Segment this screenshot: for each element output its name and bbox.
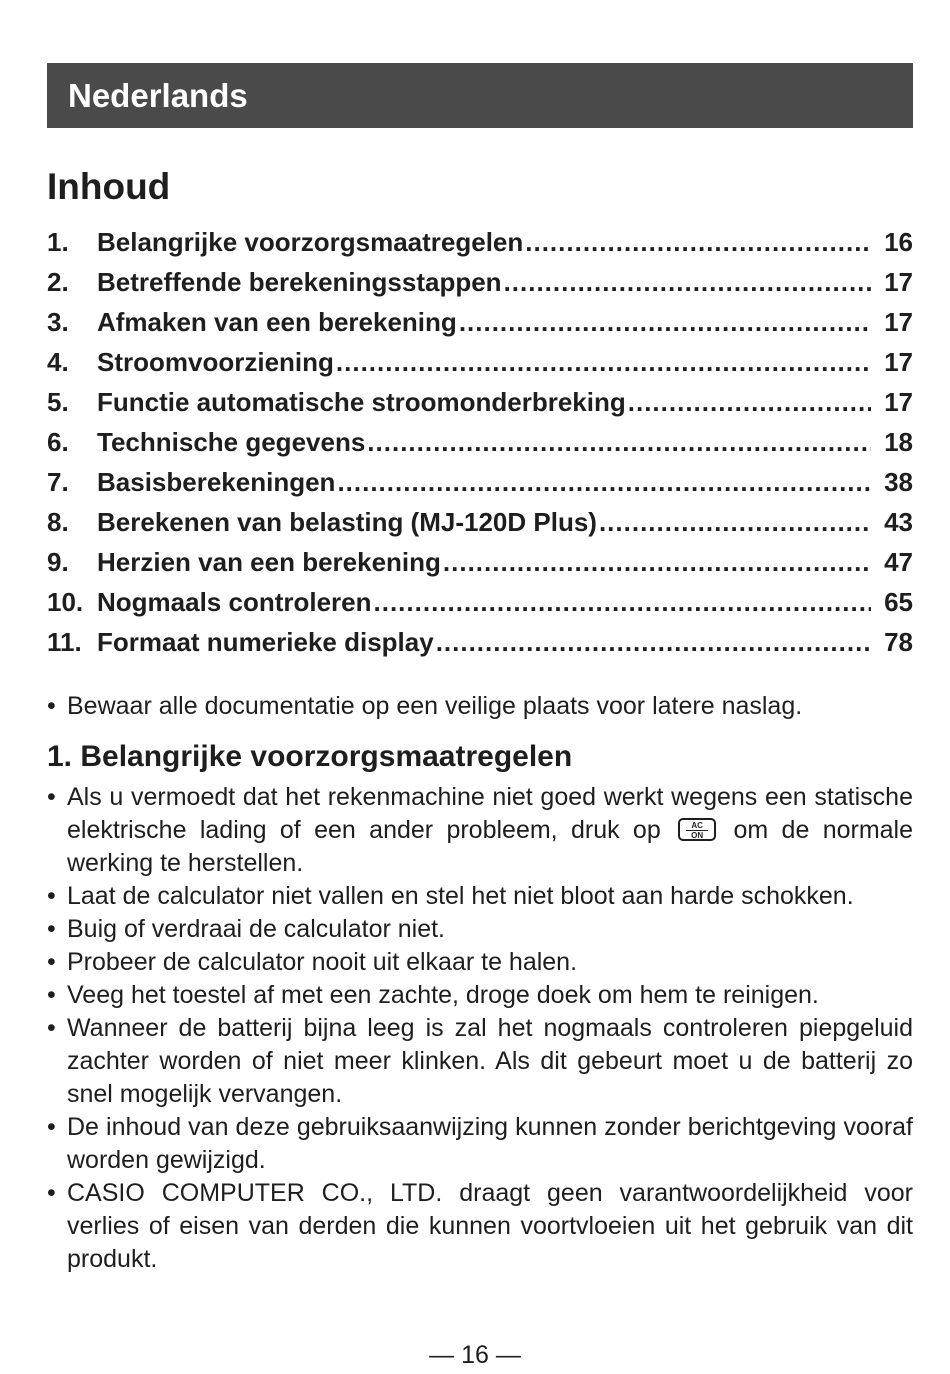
toc-number: 10.: [47, 587, 84, 617]
bullet-dot: •: [47, 948, 56, 976]
toc-leader-dots: [337, 462, 871, 502]
toc-leader-dots: [367, 422, 871, 462]
toc-page-number: 17: [884, 307, 913, 337]
toc-leader-dots: [443, 542, 871, 582]
toc-number: 6.: [47, 427, 69, 457]
toc-row: [47, 502, 913, 542]
toc-title: Inhoud: [47, 166, 171, 207]
toc-page-number: 38: [884, 467, 913, 497]
list-item-text: De inhoud van deze gebruiksaanwijzing kunnen zonder berichtgeving vooraf worden gewijzigd.: [67, 1113, 913, 1174]
key-label-top: AC: [691, 820, 703, 830]
list-item: [47, 1177, 913, 1276]
toc-leader-dots: [628, 382, 871, 422]
bullet-dot: •: [47, 783, 56, 811]
toc-page-number: 18: [884, 427, 913, 457]
toc-leader-dots: [436, 622, 871, 662]
toc-row: [47, 382, 913, 422]
key-label-bottom: ON: [686, 830, 708, 840]
toc-number: 11.: [47, 627, 82, 657]
list-item-text: Wanneer de batterij bijna leeg is zal het nogmaals controleren piepgeluid zachter worden of niet meer klinken. Als dit gebeurt moet u de batterij zo snel mogelijk vervangen.: [67, 1014, 913, 1108]
toc-page-number: 47: [884, 547, 913, 577]
toc-leader-dots: [525, 222, 871, 262]
toc-leader-dots: [459, 302, 871, 342]
bullet-dot: •: [47, 1179, 56, 1207]
precautions-list: [47, 781, 913, 1276]
list-item-text: Als u vermoedt dat het rekenmachine niet goed werkt wegens een statische elektrische lading of een ander probleem, druk op: [67, 783, 913, 844]
list-item: [47, 781, 913, 880]
toc-row: [47, 582, 913, 622]
section-title: 1. Belangrijke voorzorgsmaatregelen: [47, 740, 573, 773]
toc-leader-dots: [504, 262, 871, 302]
bullet-dot: •: [47, 981, 56, 1009]
bullet-dot: •: [47, 692, 56, 720]
toc-page-number: 65: [884, 587, 913, 617]
list-item-text: Veeg het toestel af met een zachte, droge doek om hem te reinigen.: [67, 981, 819, 1009]
toc-row: [47, 422, 913, 462]
bullet-dot: •: [47, 1014, 56, 1042]
list-item-text: Probeer de calculator nooit uit elkaar te halen.: [67, 948, 578, 976]
toc-page-number: 17: [884, 347, 913, 377]
language-banner: [47, 63, 913, 128]
toc-row: [47, 622, 913, 662]
toc-row: [47, 222, 913, 262]
ac-on-key-icon: [678, 818, 716, 841]
note-item: [47, 690, 913, 723]
toc-number: 2.: [47, 267, 69, 297]
list-item: [47, 913, 913, 946]
table-of-contents: [47, 222, 913, 662]
toc-number: 8.: [47, 507, 69, 537]
toc-number: 1.: [47, 227, 69, 257]
toc-label: Belangrijke voorzorgsmaatregelen: [97, 227, 524, 257]
bullet-dot: •: [47, 1113, 56, 1141]
toc-label: Basisberekeningen: [97, 467, 336, 497]
toc-row: [47, 542, 913, 582]
toc-number: 9.: [47, 547, 69, 577]
toc-label: Technische gegevens: [97, 427, 366, 457]
list-item: [47, 946, 913, 979]
toc-label: Berekenen van belasting (MJ-120D Plus): [97, 507, 597, 537]
toc-page-number: 17: [884, 267, 913, 297]
toc-leader-dots: [374, 582, 871, 622]
bullet-dot: •: [47, 882, 56, 910]
toc-number: 4.: [47, 347, 69, 377]
toc-label: Formaat numerieke display: [97, 627, 434, 657]
note-list: [47, 690, 913, 723]
toc-leader-dots: [599, 502, 871, 542]
list-item-text: Laat de calculator niet vallen en stel het niet bloot aan harde schokken.: [67, 882, 854, 910]
toc-row: [47, 302, 913, 342]
list-item-text: om de normale werking te herstellen.: [67, 816, 914, 877]
toc-page-number: 17: [884, 387, 913, 417]
list-item: [47, 1012, 913, 1111]
toc-row: [47, 262, 913, 302]
note-text: Bewaar alle documentatie op een veilige plaats voor latere naslag.: [67, 692, 803, 720]
toc-page-number: 78: [884, 627, 913, 657]
toc-leader-dots: [336, 342, 871, 382]
toc-label: Stroomvoorziening: [97, 347, 334, 377]
toc-label: Betreffende berekeningsstappen: [97, 267, 502, 297]
manual-page: [47, 63, 913, 1276]
toc-number: 3.: [47, 307, 69, 337]
toc-label: Afmaken van een berekening: [97, 307, 457, 337]
list-item: [47, 979, 913, 1012]
list-item-text: CASIO COMPUTER CO., LTD. draagt geen varantwoordelijkheid voor verlies of eisen van derden die kunnen voortvloeien uit het gebruik van dit produkt.: [67, 1179, 913, 1273]
page-number: — 16 —: [429, 1341, 521, 1369]
toc-page-number: 43: [884, 507, 913, 537]
toc-label: Functie automatische stroomonderbreking: [97, 387, 626, 417]
toc-row: [47, 342, 913, 382]
toc-number: 7.: [47, 467, 69, 497]
toc-row: [47, 462, 913, 502]
list-item: [47, 880, 913, 913]
list-item: [47, 1111, 913, 1177]
bullet-dot: •: [47, 915, 56, 943]
language-title: Nederlands: [68, 76, 248, 114]
toc-number: 5.: [47, 387, 69, 417]
toc-label: Nogmaals controleren: [97, 587, 372, 617]
list-item-text: Buig of verdraai de calculator niet.: [67, 915, 445, 943]
toc-page-number: 16: [884, 227, 913, 257]
toc-label: Herzien van een berekening: [97, 547, 441, 577]
